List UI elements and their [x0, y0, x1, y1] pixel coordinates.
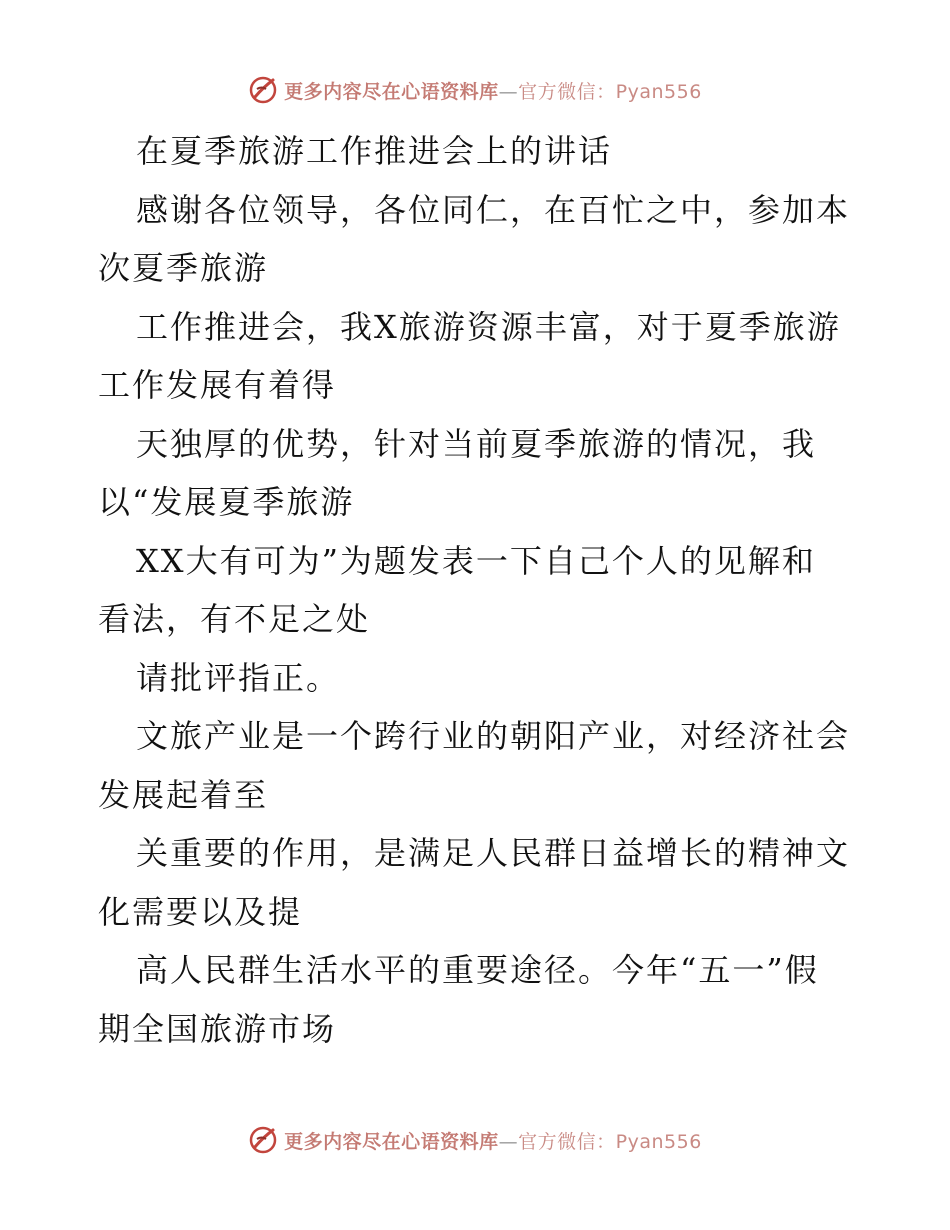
paragraph-line: 高人民群生活水平的重要途径。今年“五一”假: [136, 951, 819, 989]
document-title: 在夏季旅游工作推进会上的讲话: [136, 132, 613, 170]
watermark-suffix-text: 官方微信：Pyan556: [518, 1130, 702, 1153]
paragraph-line: 文旅产业是一个跨行业的朝阳产业，对经济社会: [136, 717, 851, 755]
paragraph-line: 工作发展有着得: [98, 366, 337, 404]
watermark-text: [284, 77, 702, 104]
paragraph-line: 看法，有不足之处: [98, 600, 371, 638]
watermark-main-text: 更多内容尽在心语资料库: [284, 1130, 499, 1153]
watermark-separator: —: [498, 80, 519, 103]
header-watermark-inner: [248, 75, 702, 105]
paragraph-line: 天独厚的优势，针对当前夏季旅游的情况，我: [136, 424, 817, 463]
paragraph-line: 次夏季旅游: [98, 249, 269, 287]
paragraph-line: XX大有可为”为题发表一下自己个人的见解和: [136, 541, 816, 580]
header-watermark-banner: [0, 70, 950, 110]
footer-watermark-banner: [0, 1120, 950, 1160]
watermark-suffix-text: 官方微信：Pyan556: [518, 80, 702, 103]
paragraph-line: 以“发展夏季旅游: [98, 483, 355, 521]
paragraph-line: 期全国旅游市场: [98, 1009, 337, 1048]
paragraph-line: 化需要以及提: [98, 892, 303, 931]
paragraph-line: 关重要的作用，是满足人民群日益增长的精神文: [136, 834, 851, 872]
paragraph-line: 发展起着至: [98, 775, 269, 814]
watermark-text: [284, 1127, 702, 1154]
brush-logo-icon: [248, 1125, 278, 1155]
watermark-separator: —: [498, 1130, 519, 1153]
document-body: [98, 122, 868, 1058]
paragraph-line: 感谢各位领导，各位同仁，在百忙之中，参加本: [136, 190, 851, 229]
paragraph-line: 请批评指正。: [136, 658, 341, 697]
watermark-main-text: 更多内容尽在心语资料库: [284, 80, 499, 103]
paragraph-line: 工作推进会，我X旅游资源丰富，对于夏季旅游: [136, 307, 841, 346]
footer-watermark-inner: [248, 1125, 702, 1155]
brush-logo-icon: [248, 75, 278, 105]
